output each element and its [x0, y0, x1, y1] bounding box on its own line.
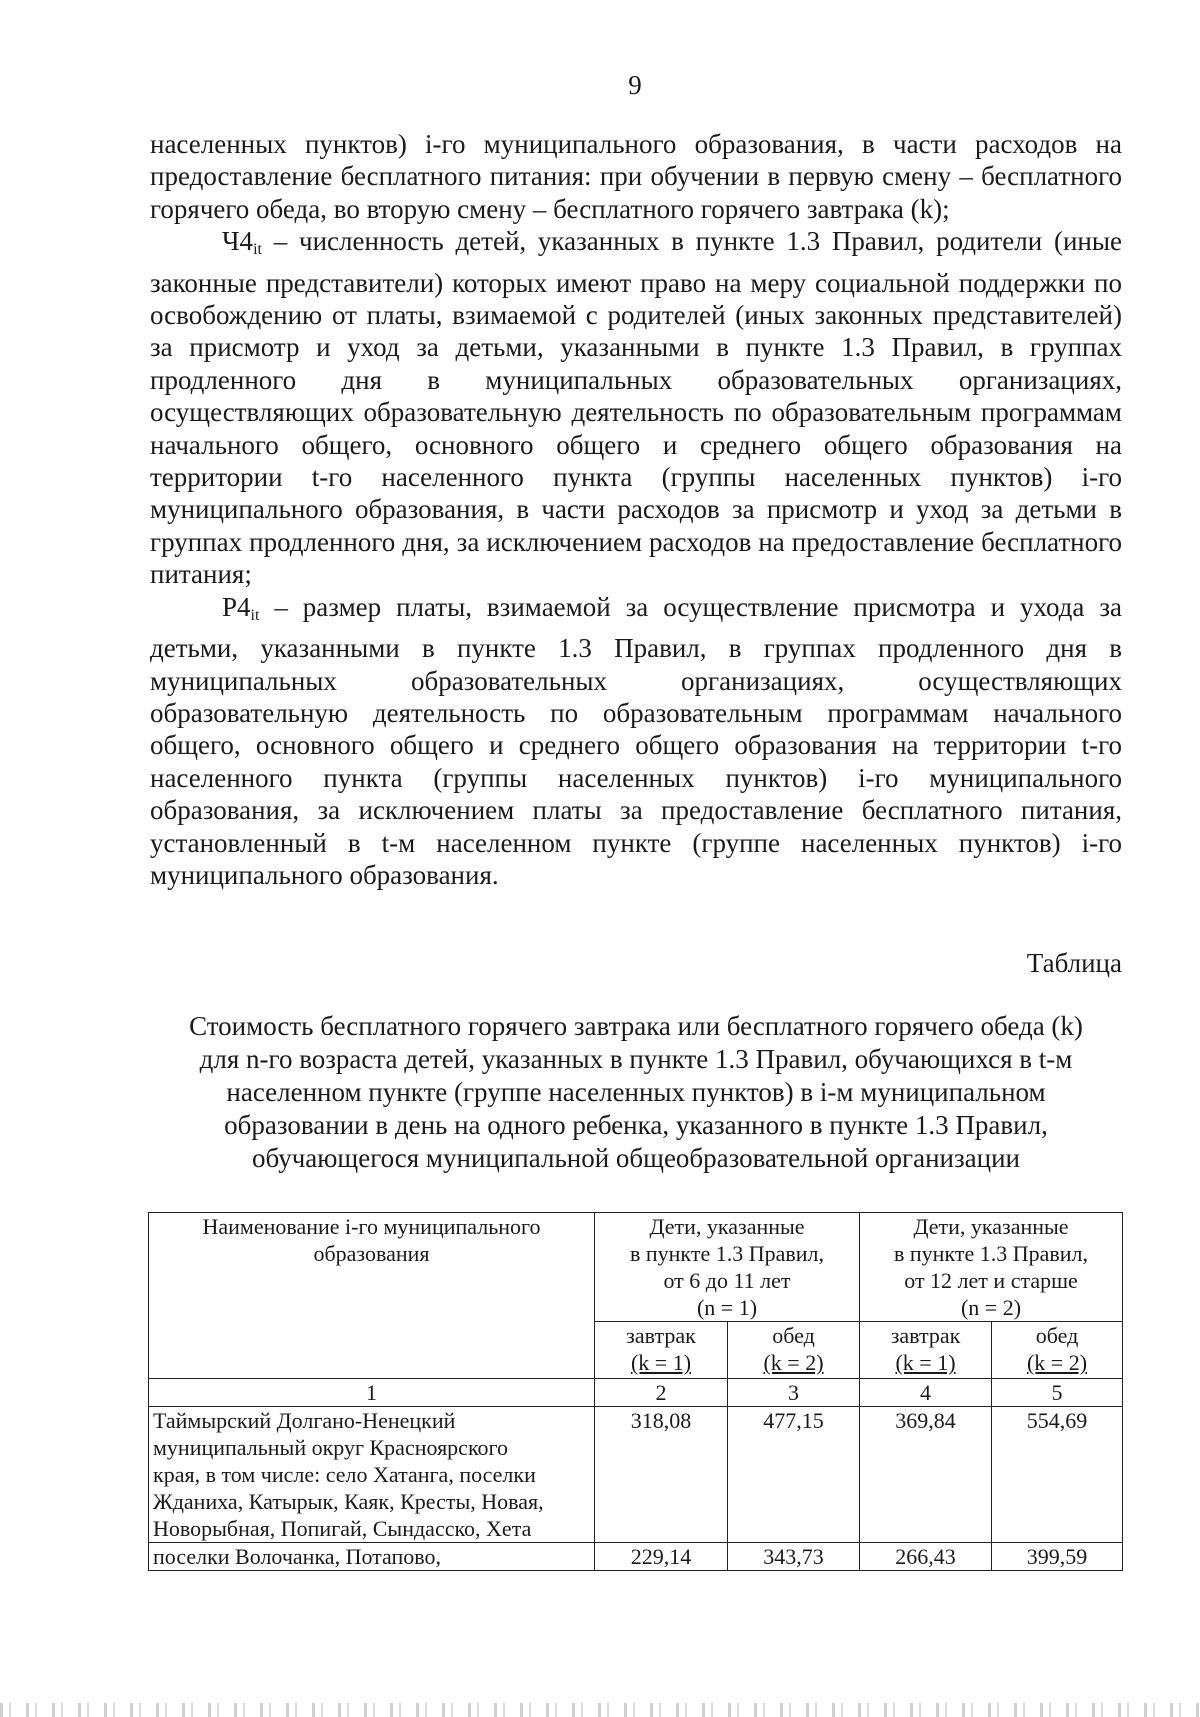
- table-row: [149, 1543, 1123, 1571]
- value-lunch-n2: 554,69: [992, 1407, 1123, 1543]
- header-line: Дети, указанные: [913, 1214, 1069, 1239]
- value-breakfast-n1: 229,14: [595, 1543, 728, 1571]
- header-group-12-plus: [860, 1213, 1123, 1322]
- subheader-label: обед: [1035, 1323, 1079, 1348]
- paragraph-3-text: – размер платы, взимаемой за осуществление присмотра и ухода за детьми, указанными в пункте 1.3 Правил, в группах продленного дня в муниципальных образовательных организациях, осуществляющих образовательную деятельность по образовательным программам начального общего, основного общего и среднего общего образования на территории t-го населенного пункта (группы населенных пунктов) i-го муниципального образования, за исключением платы за предоставление бесплатного питания, установленный в t-м населенном пункте (группе населенных пунктов) i-го муниципального образования.: [150, 591, 1122, 890]
- name-line: поселки Волочанка, Потапово,: [153, 1544, 442, 1569]
- column-number: 1: [149, 1379, 595, 1407]
- header-municipality: [149, 1213, 595, 1379]
- subheader-breakfast-n1: [595, 1322, 728, 1379]
- header-line: Дети, указанные: [649, 1214, 805, 1239]
- value-lunch-n2: 399,59: [992, 1543, 1123, 1571]
- value-breakfast-n1: 318,08: [595, 1407, 728, 1543]
- subheader-k: (k = 1): [895, 1350, 956, 1375]
- header-line: (n = 2): [960, 1295, 1022, 1320]
- name-line: края, в том числе: село Хатанга, поселки: [153, 1462, 536, 1487]
- name-line: муниципальный округ Красноярского: [153, 1435, 508, 1460]
- header-line: в пункте 1.3 Правил,: [630, 1241, 825, 1266]
- column-number: 4: [860, 1379, 992, 1407]
- header-line: (n = 1): [696, 1295, 758, 1320]
- table-title-line: образовании в день на одного ребенка, указанного в пункте 1.3 Правил,: [224, 1110, 1048, 1140]
- subheader-label: обед: [772, 1323, 815, 1348]
- column-number: 5: [992, 1379, 1123, 1407]
- header-line: от 12 лет и старше: [904, 1268, 1078, 1293]
- value-breakfast-n2: 266,43: [860, 1543, 992, 1571]
- value-lunch-n1: 343,73: [728, 1543, 860, 1571]
- subheader-lunch-n1: [728, 1322, 860, 1379]
- column-number: 2: [595, 1379, 728, 1407]
- column-number-row: [149, 1379, 1123, 1407]
- subheader-k: (k = 2): [1026, 1350, 1088, 1375]
- header-line: образования: [313, 1241, 430, 1266]
- symbol-ch4: Ч4: [222, 226, 254, 257]
- header-line: Наименование i-го муниципального: [202, 1214, 541, 1239]
- table-caption: Таблица: [1026, 948, 1122, 978]
- header-group-6-11: [595, 1213, 860, 1322]
- name-line: Жданиха, Катырык, Каяк, Кресты, Новая,: [153, 1489, 544, 1514]
- municipality-name: [149, 1543, 595, 1571]
- header-line: в пункте 1.3 Правил,: [894, 1241, 1089, 1266]
- table-title: [150, 1010, 1122, 1175]
- table-title-line: населенном пункте (группе населенных пунктов) в i-м муниципальном: [226, 1077, 1046, 1107]
- subheader-k: (k = 2): [763, 1350, 824, 1375]
- paragraph-3: [150, 591, 1122, 892]
- subheader-k: (k = 1): [630, 1350, 692, 1375]
- page-number: 9: [628, 70, 642, 100]
- subheader-lunch-n2: [992, 1322, 1123, 1379]
- paragraph-2: [150, 225, 1122, 590]
- body-text: [150, 128, 1122, 891]
- column-number: 3: [728, 1379, 860, 1407]
- value-lunch-n1: 477,15: [728, 1407, 860, 1543]
- cost-table: [148, 1212, 1123, 1571]
- table-row: [149, 1407, 1123, 1543]
- subheader-label: завтрак: [890, 1323, 961, 1348]
- table-title-line: для n-го возраста детей, указанных в пункте 1.3 Правил, обучающихся в t-м: [199, 1044, 1073, 1074]
- scan-edge-artifact: [0, 1703, 1200, 1717]
- municipality-name: [149, 1407, 595, 1543]
- header-line: от 6 до 11 лет: [663, 1268, 791, 1293]
- value-breakfast-n2: 369,84: [860, 1407, 992, 1543]
- table-header-row: [149, 1213, 1123, 1322]
- symbol-r4: Р4: [222, 591, 251, 622]
- symbol-r4-subscript: it: [250, 606, 260, 624]
- paragraph-2-text: – численность детей, указанных в пункте 1.3 Правил, родители (иные законные представители) которых имеют право на меру социальной поддержки по освобождению от платы, взимаемой с родителей (иных законных представителей) за присмотр и уход за детьми, указанными в пункте 1.3 Правил, в группах продленного дня в муниципальных образовательных организациях, осуществляющих образовательную деятельность по образовательным программам начального общего, основного общего и среднего общего образования на территории t-го населенного пункта (группы населенных пунктов) i-го муниципального образования, в части расходов за присмотр и уход за детьми в группах продленного дня, за исключением расходов на предоставление бесплатного питания;: [150, 226, 1122, 590]
- symbol-ch4-subscript: it: [253, 241, 262, 259]
- name-line: Таймырский Долгано-Ненецкий: [153, 1408, 456, 1433]
- subheader-breakfast-n2: [860, 1322, 992, 1379]
- subheader-label: завтрак: [626, 1323, 696, 1348]
- name-line: Новорыбная, Попигай, Сындасско, Хета: [153, 1516, 532, 1541]
- table-title-line: Стоимость бесплатного горячего завтрака или бесплатного горячего обеда (k): [189, 1011, 1083, 1041]
- table-title-line: обучающегося муниципальной общеобразовательной организации: [251, 1143, 1021, 1173]
- paragraph-1: населенных пунктов) i-го муниципального образования, в части расходов на предоставление бесплатного питания: при обучении в первую смену – бесплатного горячего обеда, во вторую смену – бесплатного горячего завтрака (k);: [150, 129, 1122, 224]
